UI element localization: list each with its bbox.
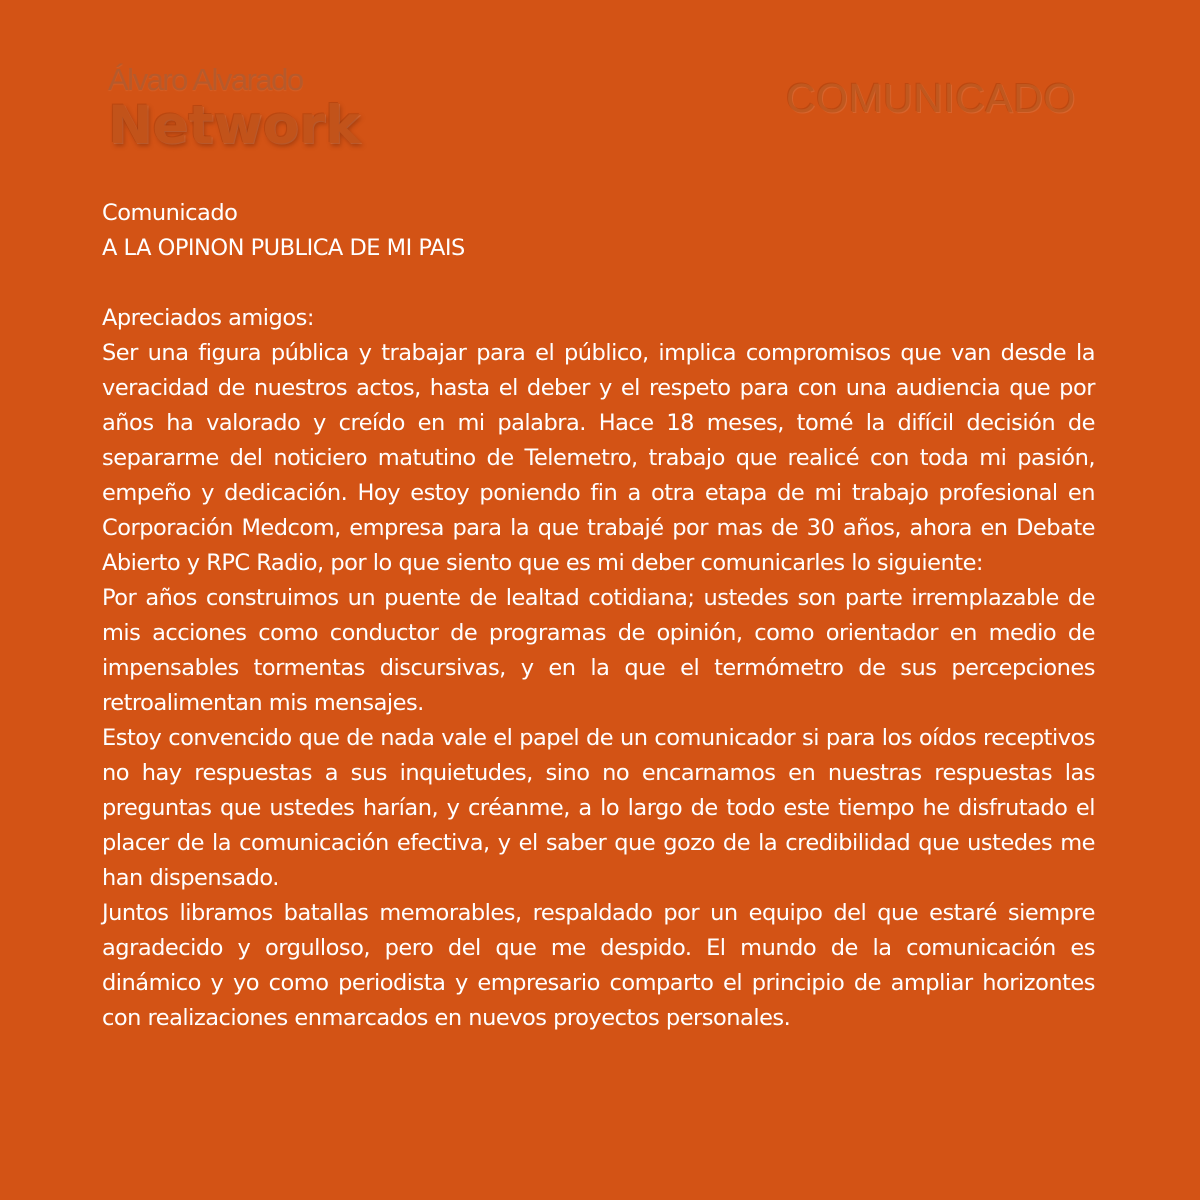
network-logo xyxy=(108,62,361,156)
letter-greeting: Apreciados amigos: xyxy=(102,305,314,331)
letter-paragraph: Juntos libramos batallas memorables, respaldado por un equipo del que estaré siempre agradecido y orgulloso, pero del que me despido. El mundo de la comunicación es dinámico y yo como periodista y empresario comparto el principio de ampliar horizontes con realizaciones enmarcados en nuevos proyectos personales. xyxy=(102,900,1095,1031)
spacer xyxy=(102,266,1095,301)
logo-name: Álvaro Alvarado xyxy=(108,62,303,97)
header-label: COMUNICADO xyxy=(786,75,1076,121)
letter-paragraph: Estoy convencido que de nada vale el papel de un comunicador si para los oídos receptivos no hay respuestas a sus inquietudes, sino no encarnamos en nuestras respuestas las preguntas que ustedes harían, y créanme, a lo largo de todo este tiempo he disfrutado el placer de la comunicación efectiva, y el saber que gozo de la credibilidad que ustedes me han dispensado. xyxy=(102,725,1095,891)
letter-title: Comunicado xyxy=(102,200,238,226)
letter-paragraph: Ser una figura pública y trabajar para el público, implica compromisos que van desde la veracidad de nuestros actos, hasta el deber y el respeto para con una audiencia que por años ha valorado y creído en mi palabra. Hace 18 meses, tomé la difícil decisión de separarme del noticiero matutino de Telemetro, trabajo que realicé con toda mi pasión, empeño y dedicación. Hoy estoy poniendo fin a otra etapa de mi trabajo profesional en Corporación Medcom, empresa para la que trabajé por mas de 30 años, ahora en Debate Abierto y RPC Radio, por lo que siento que es mi deber comunicarles lo siguiente: xyxy=(102,340,1095,576)
letter-body xyxy=(102,196,1095,1036)
logo-network: Network xyxy=(108,95,361,156)
letter-addressee: A LA OPINON PUBLICA DE MI PAIS xyxy=(102,235,465,261)
letter-paragraph: Por años construimos un puente de lealtad cotidiana; ustedes son parte irremplazable de mis acciones como conductor de programas de opinión, como orientador en medio de impensables tormentas discursivas, y en la que el termómetro de sus percepciones retroalimentan mis mensajes. xyxy=(102,585,1095,716)
